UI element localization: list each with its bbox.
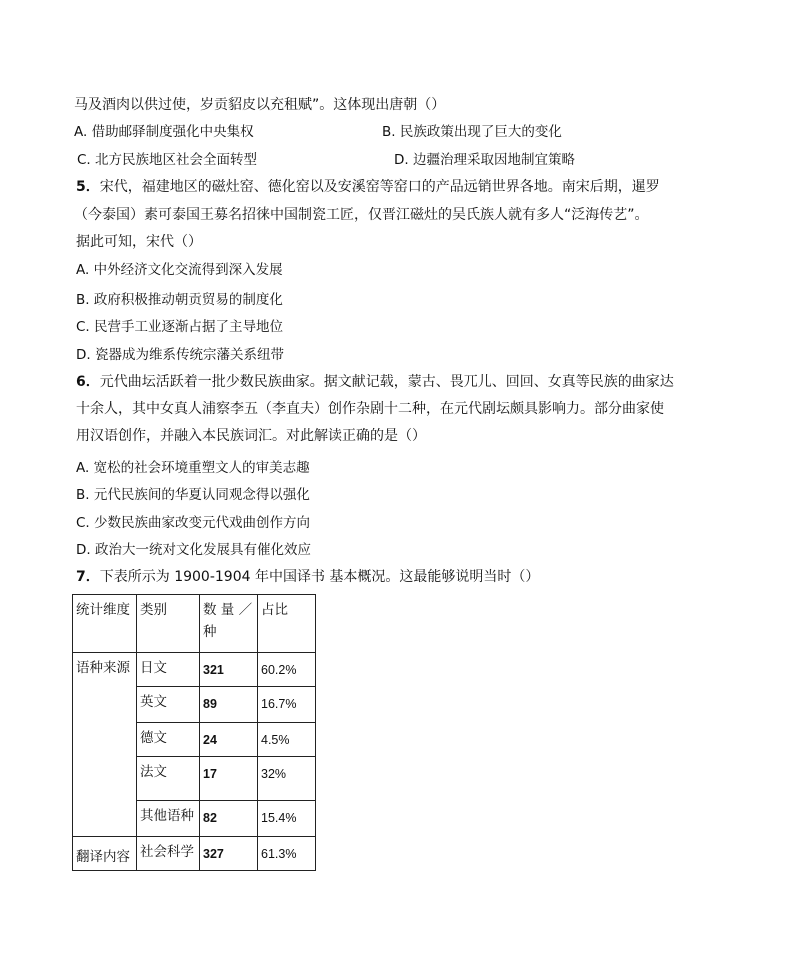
share-cell: 32% <box>258 757 316 801</box>
dimension-cell-content: 翻译内容 <box>73 837 137 871</box>
header-dimension: 统计维度 <box>73 595 137 653</box>
q5-stem-line-3: 据此可知，宋代（） <box>76 234 202 250</box>
share-cell: 60.2% <box>258 653 316 687</box>
q5-option-b: B. 政府积极推动朝贡贸易的制度化 <box>76 292 283 308</box>
count-cell: 24 <box>200 723 258 757</box>
q4-option-d: D. 边疆治理采取因地制宜策略 <box>394 152 575 168</box>
q6-stem-line-1 <box>76 372 674 392</box>
category-cell: 法文 <box>137 757 200 801</box>
q5-option-c: C. 民营手工业逐渐占据了主导地位 <box>76 319 284 335</box>
category-cell: 日文 <box>137 653 200 687</box>
q5-option-a: A. 中外经济文化交流得到深入发展 <box>76 262 283 278</box>
count-cell: 327 <box>200 837 258 871</box>
q6-stem-text: 元代曲坛活跃着一批少数民族曲家。据文献记载，蒙古、畏兀儿、回回、女真等民族的曲家达 <box>99 374 674 390</box>
count-cell: 17 <box>200 757 258 801</box>
count-cell: 89 <box>200 687 258 723</box>
q4-option-b: B. 民族政策出现了巨大的变化 <box>382 124 562 140</box>
table-row <box>73 653 316 687</box>
translation-stats-table <box>72 594 316 871</box>
q6-option-c: C. 少数民族曲家改变元代戏曲创作方向 <box>76 515 311 531</box>
q6-stem-line-2: 十余人，其中女真人浦察李五（李直夫）创作杂剧十二种，在元代剧坛颇具影响力。部分曲家使 <box>76 401 664 417</box>
q5-stem-line-1 <box>76 177 660 197</box>
q4-stem-tail: 马及酒肉以供过使，岁贡貂皮以充租赋”。这体现出唐朝（） <box>74 97 446 113</box>
dimension-cell-language: 语种来源 <box>73 653 137 837</box>
share-cell: 15.4% <box>258 801 316 837</box>
category-cell: 社会科学 <box>137 837 200 871</box>
q5-stem-line-2: （今泰国）素可泰国王募名招徕中国制瓷工匠，仅晋江磁灶的吴氏族人就有多人“泛海传艺”。 <box>74 207 649 223</box>
table-row <box>73 837 316 871</box>
count-cell: 82 <box>200 801 258 837</box>
category-cell: 英文 <box>137 687 200 723</box>
q4-option-c: C. 北方民族地区社会全面转型 <box>77 152 258 168</box>
q6-number: 6． <box>76 374 100 390</box>
category-cell: 德文 <box>137 723 200 757</box>
table-header-row <box>73 595 316 653</box>
q7-stem <box>76 567 539 587</box>
q6-stem-line-3: 用汉语创作，并融入本民族词汇。对此解读正确的是（） <box>76 428 426 444</box>
count-cell: 321 <box>200 653 258 687</box>
share-cell: 16.7% <box>258 687 316 723</box>
q5-number: 5． <box>76 179 100 195</box>
q6-option-d: D. 政治大一统对文化发展具有催化效应 <box>76 542 311 558</box>
q5-stem-text: 宋代，福建地区的磁灶窑、德化窑以及安溪窑等窑口的产品远销世界各地。南宋后期，暹罗 <box>99 179 660 195</box>
q6-option-a: A. 宽松的社会环境重塑文人的审美志趣 <box>76 460 310 476</box>
share-cell: 61.3% <box>258 837 316 871</box>
q7-number: 7． <box>76 569 100 585</box>
header-category: 类别 <box>137 595 200 653</box>
header-share: 占比 <box>258 595 316 653</box>
q6-option-b: B. 元代民族间的华夏认同观念得以强化 <box>76 487 310 503</box>
q4-option-a: A. 借助邮驿制度强化中央集权 <box>74 124 254 140</box>
q5-option-d: D. 瓷器成为维系传统宗藩关系纽带 <box>76 347 284 363</box>
category-cell: 其他语种 <box>137 801 200 837</box>
q7-stem-text: 下表所示为 1900-1904 年中国译书 基本概况。这最能够说明当时（） <box>99 569 540 585</box>
share-cell: 4.5% <box>258 723 316 757</box>
header-count: 数 量 ／种 <box>200 595 258 653</box>
